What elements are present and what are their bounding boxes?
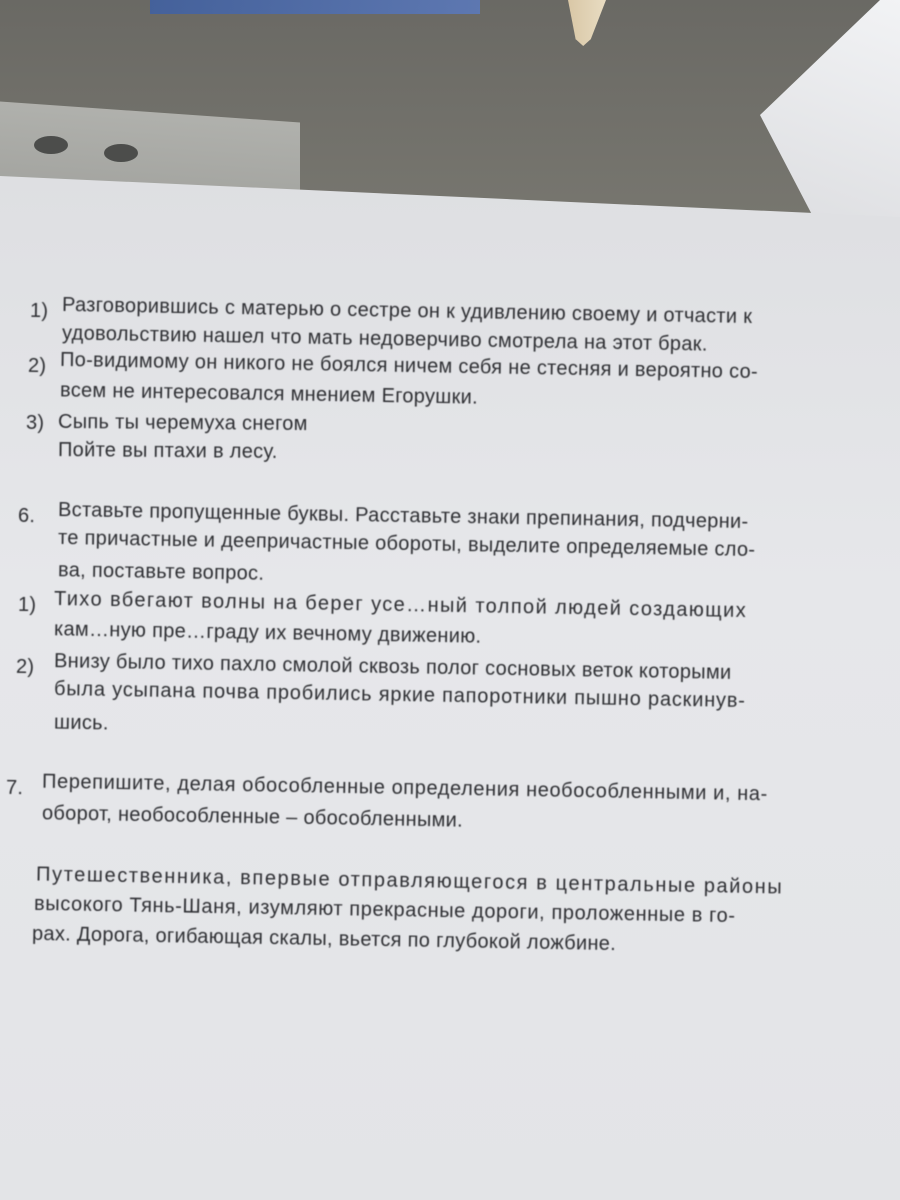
task6-number: 6. xyxy=(17,504,36,528)
task5-item-3-line-1: Сыпь ты черемуха снегом xyxy=(57,410,308,436)
task6-item-1-number: 1) xyxy=(17,593,37,617)
task6-item-2-line-1: Внизу было тихо пахло смолой сквозь полог сосновых веток которыми xyxy=(53,650,732,684)
task5-item-1-line-1: Разговорившись с матерью о сестре он к удивлению своему и отчасти к xyxy=(61,293,753,329)
task6-line-3: ва, поставьте вопрос. xyxy=(57,559,265,585)
task7-line-1: Перепишите, делая обособленные определения необособленными и, на- xyxy=(41,770,769,806)
task5-item-3-line-2: Пойте вы птахи в лесу. xyxy=(57,439,278,463)
task5-item-2-line-2: всем не интересовался мнением Егорушки. xyxy=(59,379,479,409)
task5-item-2-number: 2) xyxy=(27,354,47,378)
task5-item-2-line-1: По-видимому он никого не боялся ничем себя не стесняя и вероятно со- xyxy=(59,348,759,384)
task7-number: 7. xyxy=(5,776,24,800)
task7-line-2: оборот, необособленные – обособленными. xyxy=(41,802,464,832)
task6-item-2-number: 2) xyxy=(15,655,35,679)
task7-text-line-3: рах. Дорога, огибающая скалы, вьется по глубокой ложбине. xyxy=(31,922,617,956)
task6-line-1: Вставьте пропущенные буквы. Расставьте знаки препинания, подчерни- xyxy=(57,498,749,534)
task5-item-1-line-2: удовольствию нашел что мать недоверчиво смотрела на этот брак. xyxy=(61,322,708,356)
task6-item-1-line-1: Тихо вбегают волны на берег усе…ный толпой людей создающих xyxy=(53,587,748,623)
task6-item-1-line-2: кам…ную пре…граду их вечному движению. xyxy=(53,618,482,648)
task5-item-1-number: 1) xyxy=(29,299,49,323)
task7-text-line-2: высокого Тянь-Шаня, изумляют прекрасные дороги, проложенные в го- xyxy=(33,892,736,928)
task7-text-line-1: Путешественника, впервые отправляющегося в центральные районы xyxy=(35,863,784,899)
task6-item-2-line-2: была усыпана почва пробились яркие папоротники пышно раскинув- xyxy=(53,677,746,713)
task5-item-3-number: 3) xyxy=(25,411,45,435)
task6-line-2: те причастные и деепричастные обороты, выделите определяемые сло- xyxy=(57,526,756,562)
task6-item-2-line-3: шись. xyxy=(53,711,109,735)
